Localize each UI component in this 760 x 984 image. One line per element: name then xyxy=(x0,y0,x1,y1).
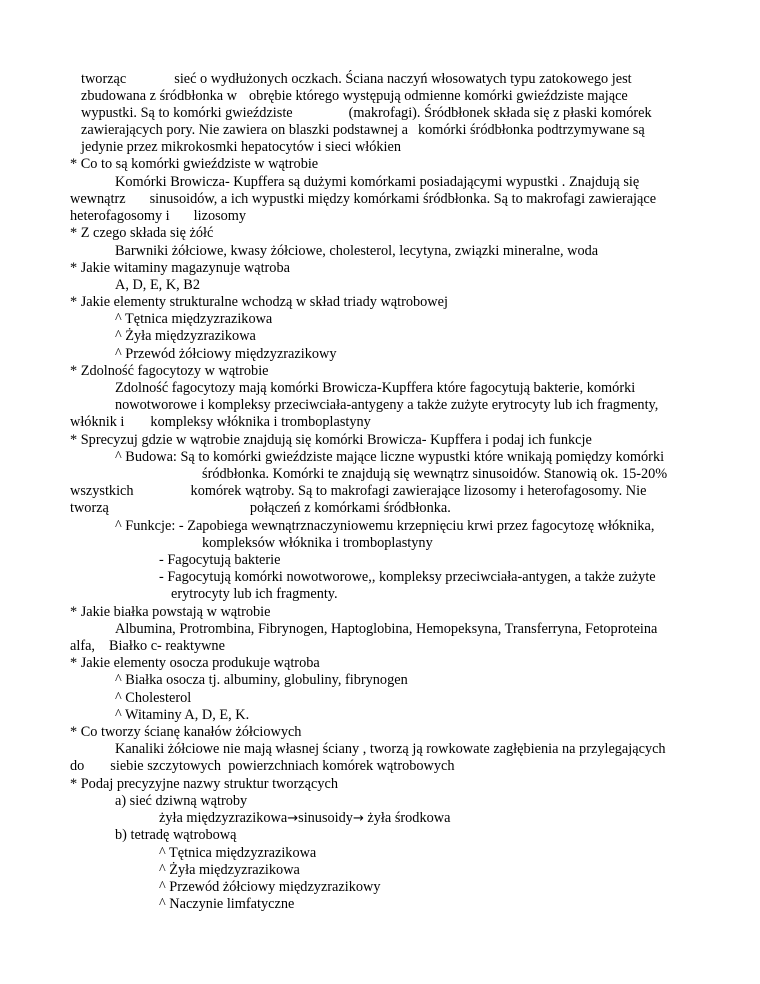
path-line: żyła międzyzrazikowa→sinusoidy→ żyła środkowa xyxy=(159,810,451,826)
question-line: * Jakie elementy strukturalne wchodzą w skład triady wątrobowej xyxy=(70,294,448,310)
question-line: * Jakie białka powstają w wątrobie xyxy=(70,604,271,620)
text-line: wewnątrz sinusoidów, a ich wypustki między komórkami śródbłonka. Są to makrofagi zawierające xyxy=(70,191,657,207)
text-line: do siebie szczytowych powierzchniach komórek wątrobowych xyxy=(70,758,455,774)
list-item: ^ Tętnica międzyzrazikowa xyxy=(159,845,317,861)
text-line: Barwniki żółciowe, kwasy żółciowe, cholesterol, lecytyna, związki mineralne, woda xyxy=(115,243,599,259)
question-line: * Podaj precyzyjne nazwy struktur tworzących xyxy=(70,776,338,792)
text-line: heterofagosomy i lizosomy xyxy=(70,208,247,224)
list-item: ^ Naczynie limfatyczne xyxy=(159,896,295,912)
list-item: ^ Żyła międzyzrazikowa xyxy=(159,862,300,878)
list-item: ^ Budowa: Są to komórki gwieździste mające liczne wypustki które wnikają pomiędzy komórki xyxy=(115,449,665,465)
text-line: Komórki Browicza- Kupffera są dużymi komórkami posiadającymi wypustki . Znajdują się xyxy=(115,174,640,190)
text-line: A, D, E, K, B2 xyxy=(115,277,200,293)
arrow-right-icon: → xyxy=(287,811,299,826)
text-line: tworząc sieć o wydłużonych oczkach. Ściana naczyń włosowatych typu zatokowego jest xyxy=(81,71,632,87)
text-line: nowotworowe i kompleksy przeciwciała-antygeny a także zużyte erytrocyty lub ich fragmenty, xyxy=(115,397,659,413)
question-line: * Jakie witaminy magazynuje wątroba xyxy=(70,260,290,276)
list-item: ^ Cholesterol xyxy=(115,690,192,706)
list-item: ^ Białka osocza tj. albuminy, globuliny, fibrynogen xyxy=(115,672,408,688)
question-line: * Z czego składa się żółć xyxy=(70,225,214,241)
question-line: * Zdolność fagocytozy w wątrobie xyxy=(70,363,269,379)
text-line: wypustki. Są to komórki gwieździste (makrofagi). Śródbłonek składa się z płaski komórek xyxy=(81,105,652,121)
question-line: * Co tworzy ścianę kanałów żółciowych xyxy=(70,724,302,740)
text-line: alfa, Białko c- reaktywne xyxy=(70,638,225,654)
list-item: - Fagocytują komórki nowotworowe,, kompleksy przeciwciała-antygen, a także zużyte xyxy=(159,569,656,585)
list-item: a) sieć dziwną wątroby xyxy=(115,793,248,809)
list-item: ^ Przewód żółciowy międzyzrazikowy xyxy=(159,879,381,895)
list-item: ^ Tętnica międzyzrazikowa xyxy=(115,311,273,327)
text-line: włóknik i kompleksy włóknika i tromboplastyny xyxy=(70,414,371,430)
arrow-right-icon: → xyxy=(352,811,364,826)
list-item: - Fagocytują bakterie xyxy=(159,552,281,568)
text-line: wszystkich komórek wątroby. Są to makrofagi zawierające lizosomy i heterofagosomy. Nie xyxy=(70,483,647,499)
text-line: Kanaliki żółciowe nie mają własnej ściany , tworzą ją rowkowate zagłębienia na przylegających xyxy=(115,741,666,757)
text-line: kompleksów włóknika i tromboplastyny xyxy=(202,535,433,551)
text-line: jedynie przez mikrokosmki hepatocytów i sieci włókien xyxy=(81,139,402,155)
text-line: Albumina, Protrombina, Fibrynogen, Haptoglobina, Hemopeksyna, Transferryna, Fetoproteina xyxy=(115,621,658,637)
text-line: erytrocyty lub ich fragmenty. xyxy=(171,586,338,602)
list-item: ^ Żyła międzyzrazikowa xyxy=(115,328,256,344)
text-line: śródbłonka. Komórki te znajdują się wewnątrz sinusoidów. Stanowią ok. 15-20% xyxy=(202,466,668,482)
list-item: ^ Przewód żółciowy międzyzrazikowy xyxy=(115,346,337,362)
question-line: * Jakie elementy osocza produkuje wątroba xyxy=(70,655,320,671)
text-line: tworzą połączeń z komórkami śródbłonka. xyxy=(70,500,451,516)
list-item: b) tetradę wątrobową xyxy=(115,827,237,843)
list-item: ^ Funkcje: - Zapobiega wewnątrznaczyniowemu krzepnięciu krwi przez fagocytozę włóknika, xyxy=(115,518,655,534)
question-line: * Co to są komórki gwieździste w wątrobie xyxy=(70,156,319,172)
list-item: ^ Witaminy A, D, E, K. xyxy=(115,707,250,723)
text-line: zbudowana z śródbłonka w obrębie którego występują odmienne komórki gwieździste mające xyxy=(81,88,628,104)
text-line: zawierających pory. Nie zawiera on blaszki podstawnej a komórki śródbłonka podtrzymywane są xyxy=(81,122,645,138)
text-line: Zdolność fagocytozy mają komórki Browicza-Kupffera które fagocytują bakterie, komórki xyxy=(115,380,636,396)
question-line: * Sprecyzuj gdzie w wątrobie znajdują się komórki Browicza- Kupffera i podaj ich funkcje xyxy=(70,432,592,448)
